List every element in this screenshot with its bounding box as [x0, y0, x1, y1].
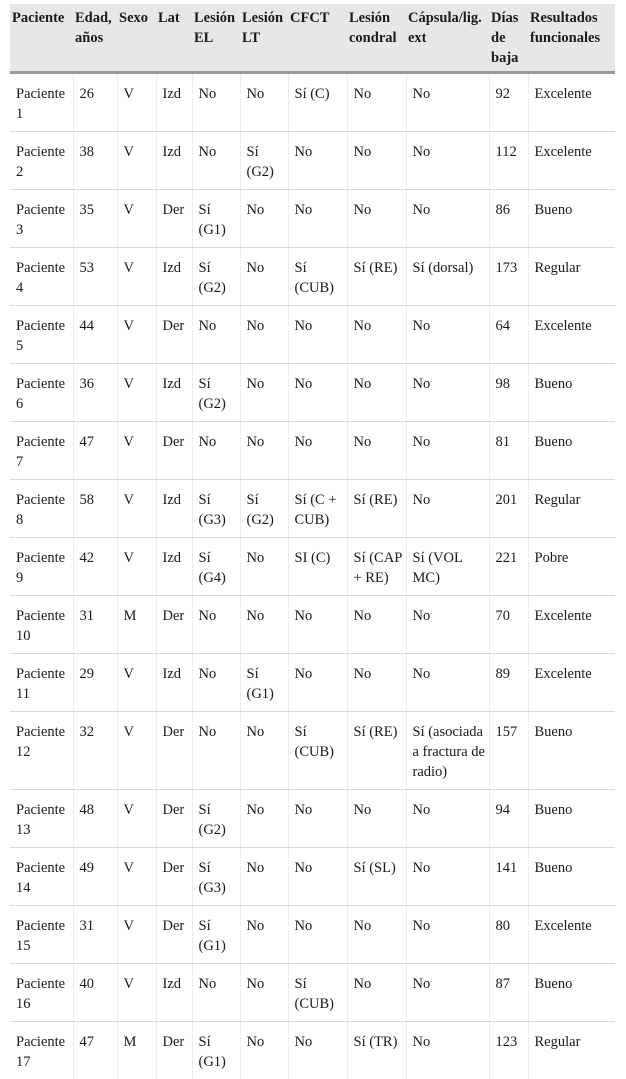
table-cell: Sí (asociada a fractura de radio)	[406, 712, 489, 790]
table-cell: Sí (TR)	[347, 1022, 406, 1079]
table-cell: Bueno	[528, 712, 615, 790]
table-cell: Izd	[156, 654, 192, 712]
table-cell: No	[406, 790, 489, 848]
table-cell: No	[406, 190, 489, 248]
table-cell: Izd	[156, 364, 192, 422]
table-cell: No	[347, 306, 406, 364]
table-cell: M	[117, 596, 156, 654]
table-cell: Sí (G2)	[240, 480, 288, 538]
table-header	[10, 4, 615, 73]
table-row	[10, 712, 615, 790]
table-cell: 32	[73, 712, 117, 790]
table-cell: Der	[156, 422, 192, 480]
table-cell: No	[288, 596, 347, 654]
table-cell: Paciente 3	[10, 190, 73, 248]
table-cell: 40	[73, 964, 117, 1022]
table-cell: 44	[73, 306, 117, 364]
table-cell: Sí (CAP + RE)	[347, 538, 406, 596]
table-cell: Sí (G1)	[192, 906, 240, 964]
table-cell: No	[288, 422, 347, 480]
table-cell: No	[192, 964, 240, 1022]
table-cell: 47	[73, 422, 117, 480]
table-cell: No	[347, 964, 406, 1022]
table-cell: No	[406, 848, 489, 906]
table-cell: Sí (G2)	[192, 364, 240, 422]
table-cell: No	[288, 1022, 347, 1079]
table-cell: No	[288, 790, 347, 848]
table-cell: SI (C)	[288, 538, 347, 596]
table-cell: No	[347, 654, 406, 712]
column-header: CFCT	[288, 4, 347, 73]
table-cell: No	[192, 73, 240, 132]
table-cell: V	[117, 964, 156, 1022]
table-cell: 48	[73, 790, 117, 848]
table-cell: Sí (G4)	[192, 538, 240, 596]
table-row	[10, 73, 615, 132]
table-cell: Der	[156, 596, 192, 654]
table-cell: 201	[489, 480, 528, 538]
table-cell: Paciente 5	[10, 306, 73, 364]
table-cell: Paciente 6	[10, 364, 73, 422]
table-cell: No	[240, 712, 288, 790]
table-cell: No	[406, 654, 489, 712]
table-cell: No	[406, 73, 489, 132]
table-cell: Sí (G1)	[240, 654, 288, 712]
table-cell: Sí (dorsal)	[406, 248, 489, 306]
table-cell: Izd	[156, 964, 192, 1022]
table-cell: No	[192, 306, 240, 364]
table-cell: Sí (RE)	[347, 712, 406, 790]
table-cell: Regular	[528, 1022, 615, 1079]
table-cell: Excelente	[528, 306, 615, 364]
table-cell: Izd	[156, 480, 192, 538]
table-cell: No	[192, 712, 240, 790]
table-row	[10, 538, 615, 596]
table-cell: V	[117, 538, 156, 596]
table-cell: Paciente 7	[10, 422, 73, 480]
table-cell: 42	[73, 538, 117, 596]
table-cell: No	[347, 596, 406, 654]
column-header: Lat	[156, 4, 192, 73]
table-cell: M	[117, 1022, 156, 1079]
table-cell: V	[117, 364, 156, 422]
table-cell: Paciente 1	[10, 73, 73, 132]
table-cell: Sí (G3)	[192, 480, 240, 538]
table-cell: Paciente 4	[10, 248, 73, 306]
table-cell: No	[288, 190, 347, 248]
table-row	[10, 480, 615, 538]
column-header: Días de baja	[489, 4, 528, 73]
table-cell: No	[406, 964, 489, 1022]
table-cell: Bueno	[528, 422, 615, 480]
table-cell: Sí (G2)	[192, 248, 240, 306]
table-cell: 94	[489, 790, 528, 848]
table-cell: Bueno	[528, 790, 615, 848]
table-cell: Sí (RE)	[347, 248, 406, 306]
table-cell: No	[240, 596, 288, 654]
table-cell: V	[117, 848, 156, 906]
table-row	[10, 848, 615, 906]
column-header: Cápsula/lig. ext	[406, 4, 489, 73]
table-row	[10, 1022, 615, 1079]
table-cell: Excelente	[528, 596, 615, 654]
table-cell: No	[406, 422, 489, 480]
column-header: Lesión EL	[192, 4, 240, 73]
table-cell: No	[240, 422, 288, 480]
table-row	[10, 306, 615, 364]
table-cell: No	[288, 132, 347, 190]
table-cell: Izd	[156, 248, 192, 306]
table-cell: Sí (G2)	[192, 790, 240, 848]
table-cell: 35	[73, 190, 117, 248]
table-cell: No	[288, 306, 347, 364]
table-body	[10, 73, 615, 1079]
table-cell: V	[117, 190, 156, 248]
table-cell: No	[240, 538, 288, 596]
table-cell: Bueno	[528, 964, 615, 1022]
column-header: Sexo	[117, 4, 156, 73]
table-cell: Regular	[528, 248, 615, 306]
table-cell: No	[406, 306, 489, 364]
table-cell: V	[117, 248, 156, 306]
table-cell: No	[288, 364, 347, 422]
table-cell: 53	[73, 248, 117, 306]
table-cell: Der	[156, 190, 192, 248]
table-cell: Paciente 17	[10, 1022, 73, 1079]
header-row	[10, 4, 615, 73]
table-row	[10, 132, 615, 190]
table-cell: Izd	[156, 538, 192, 596]
table-row	[10, 190, 615, 248]
column-header: Edad, años	[73, 4, 117, 73]
table-cell: No	[240, 1022, 288, 1079]
table-cell: No	[288, 848, 347, 906]
table-cell: Der	[156, 306, 192, 364]
table-cell: Sí (C + CUB)	[288, 480, 347, 538]
table-cell: No	[288, 654, 347, 712]
table-cell: Bueno	[528, 364, 615, 422]
table-row	[10, 790, 615, 848]
table-row	[10, 964, 615, 1022]
table-cell: Paciente 8	[10, 480, 73, 538]
table-cell: Pobre	[528, 538, 615, 596]
table-cell: V	[117, 712, 156, 790]
table-cell: V	[117, 306, 156, 364]
table-cell: V	[117, 422, 156, 480]
column-header: Lesión condral	[347, 4, 406, 73]
table-cell: Sí (C)	[288, 73, 347, 132]
table-cell: No	[240, 848, 288, 906]
table-cell: Paciente 13	[10, 790, 73, 848]
table-cell: No	[347, 422, 406, 480]
table-cell: 49	[73, 848, 117, 906]
table-cell: Sí (RE)	[347, 480, 406, 538]
table-cell: Paciente 12	[10, 712, 73, 790]
table-cell: V	[117, 654, 156, 712]
table-cell: Sí (VOL MC)	[406, 538, 489, 596]
table-cell: 47	[73, 1022, 117, 1079]
table-cell: 157	[489, 712, 528, 790]
table-cell: V	[117, 790, 156, 848]
table-cell: Sí (G2)	[240, 132, 288, 190]
table-cell: No	[347, 790, 406, 848]
table-cell: Excelente	[528, 132, 615, 190]
table-cell: 123	[489, 1022, 528, 1079]
table-cell: V	[117, 73, 156, 132]
table-cell: 173	[489, 248, 528, 306]
table-cell: Sí (CUB)	[288, 712, 347, 790]
table-cell: Sí (G3)	[192, 848, 240, 906]
table-cell: 31	[73, 596, 117, 654]
table-cell: No	[347, 132, 406, 190]
table-cell: 36	[73, 364, 117, 422]
table-cell: No	[347, 190, 406, 248]
table-cell: No	[406, 906, 489, 964]
table-row	[10, 422, 615, 480]
table-cell: No	[240, 964, 288, 1022]
table-cell: Excelente	[528, 906, 615, 964]
table-cell: 38	[73, 132, 117, 190]
table-cell: 81	[489, 422, 528, 480]
table-cell: 26	[73, 73, 117, 132]
table-cell: No	[240, 306, 288, 364]
table-row	[10, 596, 615, 654]
table-cell: Excelente	[528, 654, 615, 712]
table-cell: No	[240, 73, 288, 132]
table-cell: Paciente 14	[10, 848, 73, 906]
column-header: Paciente	[10, 4, 73, 73]
table-cell: 64	[489, 306, 528, 364]
table-cell: No	[192, 422, 240, 480]
table-cell: Sí (G1)	[192, 190, 240, 248]
table-cell: 80	[489, 906, 528, 964]
table-row	[10, 248, 615, 306]
table-cell: No	[192, 654, 240, 712]
table-cell: No	[347, 906, 406, 964]
table-row	[10, 364, 615, 422]
table-cell: Paciente 16	[10, 964, 73, 1022]
table-cell: No	[192, 596, 240, 654]
table-cell: Bueno	[528, 848, 615, 906]
table-cell: Paciente 10	[10, 596, 73, 654]
table-cell: No	[406, 1022, 489, 1079]
table-cell: 58	[73, 480, 117, 538]
table-cell: Sí (SL)	[347, 848, 406, 906]
table-cell: Bueno	[528, 190, 615, 248]
table-cell: Excelente	[528, 73, 615, 132]
table-cell: No	[240, 190, 288, 248]
patients-table	[10, 4, 615, 1079]
table-cell: V	[117, 132, 156, 190]
table-cell: No	[240, 364, 288, 422]
table-cell: Der	[156, 906, 192, 964]
table-cell: 92	[489, 73, 528, 132]
table-cell: No	[192, 132, 240, 190]
table-cell: Paciente 15	[10, 906, 73, 964]
table-cell: Der	[156, 848, 192, 906]
table-cell: No	[347, 73, 406, 132]
table-cell: Der	[156, 1022, 192, 1079]
table-cell: Sí (G1)	[192, 1022, 240, 1079]
table-cell: No	[240, 248, 288, 306]
table-cell: No	[406, 132, 489, 190]
table-cell: Paciente 9	[10, 538, 73, 596]
table-cell: 86	[489, 190, 528, 248]
table-cell: Der	[156, 790, 192, 848]
table-cell: Der	[156, 712, 192, 790]
table-row	[10, 654, 615, 712]
table-cell: No	[406, 480, 489, 538]
table-cell: V	[117, 906, 156, 964]
table-cell: No	[240, 906, 288, 964]
table-cell: 112	[489, 132, 528, 190]
column-header: Resultados funcionales	[528, 4, 615, 73]
table-cell: Sí (CUB)	[288, 248, 347, 306]
table-row	[10, 906, 615, 964]
table-cell: No	[288, 906, 347, 964]
table-cell: No	[347, 364, 406, 422]
column-header: Lesión LT	[240, 4, 288, 73]
table-cell: Izd	[156, 73, 192, 132]
table-cell: 70	[489, 596, 528, 654]
table-cell: No	[240, 790, 288, 848]
table-cell: 87	[489, 964, 528, 1022]
table-cell: Regular	[528, 480, 615, 538]
table-cell: 89	[489, 654, 528, 712]
table-cell: Paciente 2	[10, 132, 73, 190]
table-cell: 141	[489, 848, 528, 906]
table-cell: No	[406, 364, 489, 422]
table-cell: V	[117, 480, 156, 538]
table-cell: 98	[489, 364, 528, 422]
table-cell: Sí (CUB)	[288, 964, 347, 1022]
table-cell: 29	[73, 654, 117, 712]
table-cell: Paciente 11	[10, 654, 73, 712]
table-cell: 221	[489, 538, 528, 596]
table-cell: Izd	[156, 132, 192, 190]
table-cell: No	[406, 596, 489, 654]
table-cell: 31	[73, 906, 117, 964]
